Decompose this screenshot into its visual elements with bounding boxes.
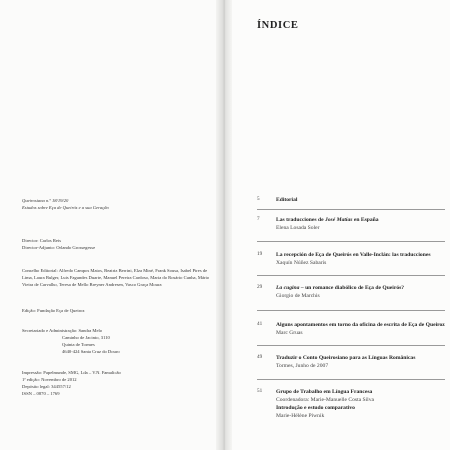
issn: ISSN – 0870 – 1769 bbox=[22, 391, 60, 396]
entry-page: 7 bbox=[257, 216, 260, 222]
edicao: Edição: Fundação Eça de Queiroz bbox=[22, 308, 85, 313]
entry-page: 29 bbox=[257, 284, 263, 290]
entry-title: Alguns apontamentos em torno da oficina de escrita de Eça de Queiroz bbox=[276, 322, 445, 328]
divider bbox=[257, 209, 445, 210]
address-line-1: Caminho de Jacinto, 3110 bbox=[62, 335, 110, 340]
secretariado: Secretariado e Administração: Sandra Melo bbox=[22, 328, 103, 333]
entry-author: Coordenadora: Marie-Manuelle Costa Silva bbox=[276, 397, 375, 403]
director: Director: Carlos Reis bbox=[22, 238, 62, 243]
divider bbox=[257, 275, 445, 276]
deposito-legal: Depósito legal: 344557/12 bbox=[22, 384, 71, 389]
series-block bbox=[22, 197, 109, 211]
entry-page: 41 bbox=[257, 321, 263, 327]
entry-title: La cugina – un romance diabólico de Eça de Queirós? bbox=[276, 285, 405, 291]
divider bbox=[257, 345, 445, 346]
index-title: ÍNDICE bbox=[257, 20, 299, 31]
entry-page: 5 bbox=[257, 196, 260, 202]
conselho-line-2: Lima, Laura Bulger, Luis Fagundes Duarte, Manuel Pereira Cardoso, Maria do Rosário Cunha, Mário bbox=[22, 275, 210, 280]
divider bbox=[257, 379, 445, 380]
divider bbox=[257, 241, 445, 242]
entry-author: Giorgio de Marchis bbox=[276, 293, 320, 299]
impressao: Impressão: Papelmunde, SMG, Lda – V.N. Famalicão bbox=[22, 370, 121, 375]
entry-subauthor: Marie-Hélène Piwnik bbox=[276, 413, 325, 419]
secretariado-block bbox=[22, 327, 120, 355]
book-gutter bbox=[216, 0, 232, 450]
entry-page: 51 bbox=[257, 388, 263, 394]
series-line: Queirosiana n.º 18/19/20 bbox=[22, 198, 69, 203]
director-block bbox=[22, 237, 95, 251]
printing-block bbox=[22, 369, 121, 397]
conselho-block bbox=[22, 267, 209, 288]
edicao-block bbox=[22, 307, 85, 314]
conselho-line-3: Vieira de Carvalho, Teresa de Mello Breyner Andresen, Vasco Graça Moura bbox=[22, 282, 162, 287]
entry-title: Grupo de Trabalho em Língua Francesa bbox=[276, 389, 373, 395]
entry-author: Tormes, Junho de 2007 bbox=[276, 363, 329, 369]
entry-page: 19 bbox=[257, 251, 263, 257]
address-line-2: Quinta de Tormes bbox=[62, 342, 95, 347]
entry-author: Elena Losada Soler bbox=[276, 225, 320, 231]
entry-author: Marc Gruas bbox=[276, 330, 303, 336]
entry-title: Editorial bbox=[276, 197, 298, 203]
entry-author: Xaquín Núñez Sabarís bbox=[276, 260, 327, 266]
series-subtitle: Estudos sobre Eça de Queirós e a sua Geração bbox=[22, 205, 109, 210]
edicao-data: 1ª edição: Novembro de 2012 bbox=[22, 377, 77, 382]
director-adjunto: Director-Adjunto: Orlando Grossegesse bbox=[22, 245, 96, 250]
conselho-line-1: Conselho Editorial: Alfredo Campos Matos, Beatriz Berrini, Elza Miné, Frank Sousa, Isabel Pires de bbox=[22, 268, 208, 273]
entry-subtitle: Introdução e estudo comparativo bbox=[276, 405, 355, 411]
entry-title: La recepción de Eça de Queirós en Valle-Inclán: las traducciones bbox=[276, 252, 431, 258]
entry-title: Traduzir o Conto Queirosiano para as Línguas Românicas bbox=[276, 355, 416, 361]
entry-page: 49 bbox=[257, 354, 263, 360]
address-line-3: 4640-424 Santa Cruz do Douro bbox=[62, 349, 120, 354]
entry-title: Las traducciones de José Matías en España bbox=[276, 217, 379, 223]
divider bbox=[257, 310, 445, 311]
